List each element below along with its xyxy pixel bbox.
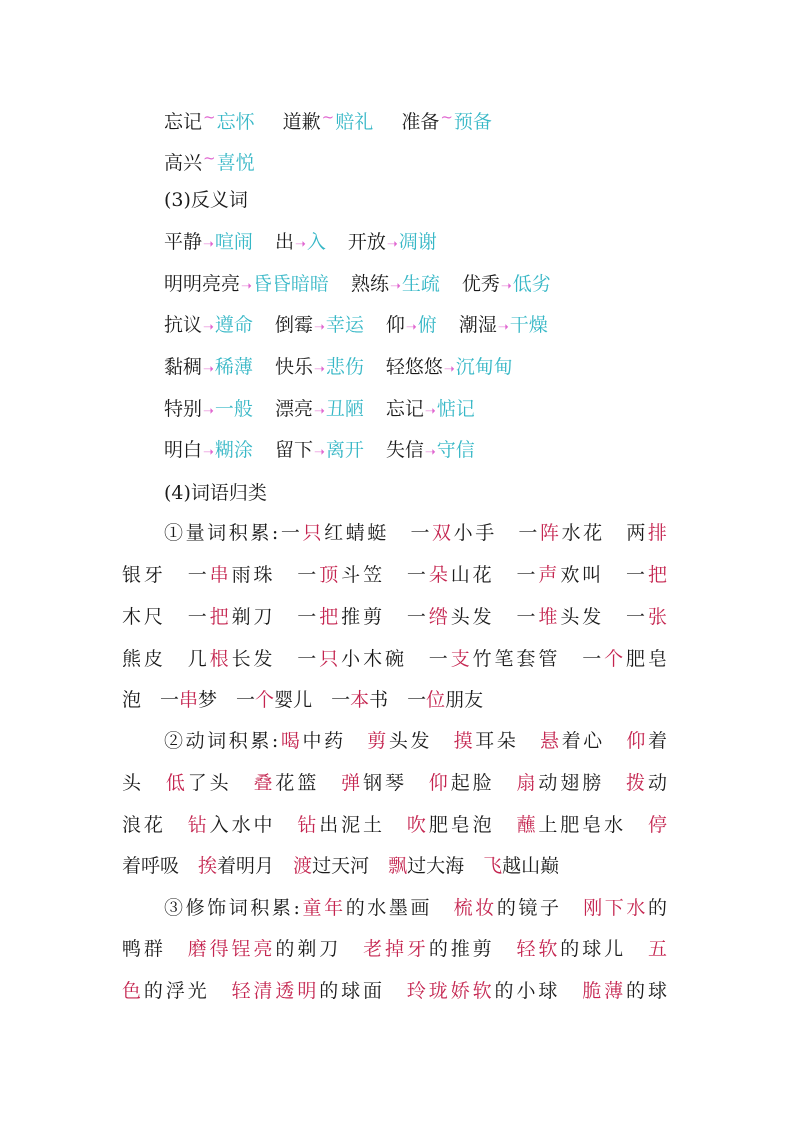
highlight-word: 渡 [293, 855, 313, 877]
highlight-word: 钻 [297, 814, 320, 836]
text-line [164, 729, 667, 753]
antonym: 喧闹 [214, 231, 253, 253]
text-line [122, 771, 667, 795]
arrow-icon: ➝ [203, 404, 214, 419]
text-segment: 泡 一 [122, 689, 180, 711]
antonym: 丑陋 [325, 398, 364, 420]
highlight-word: 色 [122, 980, 144, 1002]
text-segment: 的球 [626, 980, 667, 1002]
highlight-word: 双 [432, 522, 454, 544]
highlight-word: 串 [209, 564, 232, 586]
word: 开放 [347, 231, 386, 253]
highlight-word: 本 [350, 689, 370, 711]
arrow-icon: ➝ [241, 279, 252, 294]
tilde-icon: ~ [203, 149, 216, 167]
text-segment: 头 [122, 772, 166, 794]
text-segment: 着明月 [217, 855, 294, 877]
highlight-word: 只 [319, 648, 342, 670]
text-segment: 银牙 一 [122, 564, 210, 586]
word: 快乐 [274, 356, 313, 378]
arrow-icon: ➝ [313, 362, 325, 377]
antonym: 昏昏暗暗 [252, 273, 329, 295]
text-segment: 的 [647, 897, 667, 919]
highlight-word: 排 [647, 522, 667, 544]
arrow-icon: ➝ [203, 362, 214, 377]
text-segment: 头发 一 [450, 606, 539, 628]
antonym-row [164, 355, 513, 382]
highlight-word: 张 [647, 606, 667, 628]
word: 特别 [164, 398, 203, 420]
tilde-icon: ~ [203, 108, 216, 126]
text-segment: 过大海 [407, 855, 484, 877]
arrow-icon: ➝ [203, 237, 214, 252]
text-segment: 上肥皂水 [538, 814, 648, 836]
arrow-icon: ➝ [313, 320, 325, 335]
antonym: 糊涂 [214, 439, 253, 461]
word: 明白 [164, 439, 203, 461]
highlight-word: 扇 [516, 772, 539, 794]
antonym: 惦记 [436, 398, 475, 420]
word: 倒霉 [274, 314, 313, 336]
text-segment: 小手 一 [453, 522, 540, 544]
text-line [164, 896, 667, 920]
text-segment: 越山巅 [502, 855, 560, 877]
text-segment: 雨珠 一 [231, 564, 320, 586]
text-segment: 着心 [561, 730, 627, 752]
word: 准备 [401, 111, 440, 133]
arrow-icon: ➝ [405, 320, 417, 335]
text-segment: 钢琴 [363, 772, 429, 794]
antonym: 一般 [214, 398, 253, 420]
antonym-row [164, 230, 437, 257]
text-segment: 入水中 [209, 814, 298, 836]
word: 道歉 [282, 111, 321, 133]
highlight-word: 根 [209, 648, 232, 670]
text-segment: 的镜子 [496, 897, 584, 919]
word: 忘记 [164, 111, 203, 133]
synonym: 喜悦 [216, 152, 255, 174]
arrow-icon: ➝ [203, 320, 214, 335]
word: 黏稠 [164, 356, 203, 378]
text-segment: 的球面 [319, 980, 407, 1002]
text-segment: 的推剪 [428, 938, 517, 960]
highlight-word: 拨 [626, 772, 648, 794]
text-segment: 斗笠 一 [341, 564, 429, 586]
arrow-icon: ➝ [389, 279, 401, 294]
antonym-row [164, 438, 475, 465]
text-segment: 梦 一 [198, 689, 256, 711]
text-segment: 小木碗 一 [341, 648, 451, 670]
highlight-word: 停 [647, 814, 667, 836]
word: 仰 [385, 314, 405, 336]
word: 轻悠悠 [385, 356, 443, 378]
text-segment: 红蜻蜓 一 [324, 522, 433, 544]
antonym-row [164, 313, 548, 340]
text-segment: 中药 [302, 730, 368, 752]
classify-heading: (4)词语归类 [164, 482, 267, 504]
highlight-word: 童年 [299, 897, 346, 919]
text-segment: 竹笔套管 一 [472, 648, 605, 670]
highlight-word: 只 [302, 522, 325, 544]
antonym: 守信 [436, 439, 475, 461]
word: 高兴 [164, 152, 203, 174]
text-line [122, 563, 667, 587]
antonym: 悲伤 [325, 356, 364, 378]
text-segment: 长发 一 [231, 648, 320, 670]
text-segment: ③修饰词积累: [164, 897, 300, 919]
word: 潮湿 [458, 314, 497, 336]
text-segment: 的浮光 [143, 980, 232, 1002]
highlight-word: 玲珑娇软 [406, 980, 495, 1002]
antonym: 稀薄 [214, 356, 253, 378]
highlight-word: 弹 [341, 772, 364, 794]
highlight-word: 支 [450, 648, 473, 670]
highlight-word: 个 [604, 648, 627, 670]
highlight-word: 把 [319, 606, 342, 628]
text-segment: 书 一 [369, 689, 427, 711]
highlight-word: 堆 [538, 606, 561, 628]
text-segment: 过天河 [312, 855, 389, 877]
text-segment: 着 [647, 730, 667, 752]
antonym-row [164, 397, 475, 424]
highlight-word: 顶 [319, 564, 342, 586]
text-segment: ②动词积累: [164, 730, 279, 752]
text-segment: 出泥土 [319, 814, 407, 836]
text-segment: 的球儿 [560, 938, 648, 960]
antonym: 低劣 [512, 273, 551, 295]
text-segment: 动翅膀 [538, 772, 627, 794]
word: 漂亮 [274, 398, 313, 420]
antonym: 生疏 [401, 273, 440, 295]
word: 出 [274, 231, 294, 253]
antonym: 凋谢 [398, 231, 437, 253]
highlight-word: 串 [179, 689, 199, 711]
text-segment: 起脸 [450, 772, 517, 794]
text-line [122, 979, 667, 1003]
highlight-word: 个 [255, 689, 275, 711]
text-segment: 肥皂泡 [428, 814, 517, 836]
arrow-icon: ➝ [443, 362, 455, 377]
antonym: 离开 [325, 439, 364, 461]
tilde-icon: ~ [440, 108, 453, 126]
synonym: 预备 [453, 111, 492, 133]
text-segment: ①量词积累: [164, 522, 279, 544]
highlight-word: 仰 [626, 730, 648, 752]
highlight-word: 五 [647, 938, 667, 960]
highlight-word: 绺 [428, 606, 451, 628]
highlight-word: 仰 [428, 772, 451, 794]
text-segment: 花篮 [275, 772, 342, 794]
text-line [122, 688, 667, 712]
highlight-word: 悬 [539, 730, 562, 752]
antonym: 干燥 [509, 314, 548, 336]
text-segment: 熊皮 几 [122, 648, 210, 670]
word: 失信 [385, 439, 424, 461]
antonyms-heading: (3)反义词 [164, 189, 248, 211]
highlight-word: 飘 [388, 855, 408, 877]
text-line [122, 937, 667, 961]
text-segment: 婴儿 一 [274, 689, 351, 711]
text-segment: 的剃刀 [275, 938, 364, 960]
antonym: 俯 [417, 314, 437, 336]
text-line [122, 813, 667, 837]
arrow-icon: ➝ [500, 279, 512, 294]
synonym: 忘怀 [216, 111, 255, 133]
text-segment: 耳朵 [475, 730, 540, 752]
highlight-word: 脆薄 [582, 980, 627, 1002]
highlight-word: 剪 [367, 730, 389, 752]
antonym: 沉甸甸 [455, 356, 513, 378]
word: 明明亮亮 [164, 273, 241, 295]
arrow-icon: ➝ [424, 445, 436, 460]
arrow-icon: ➝ [386, 237, 398, 252]
word: 平静 [164, 231, 203, 253]
highlight-word: 吹 [406, 814, 429, 836]
highlight-word: 位 [426, 689, 446, 711]
text-line [122, 605, 667, 629]
word: 留下 [274, 439, 313, 461]
highlight-word: 挨 [198, 855, 218, 877]
text-segment: 了头 [187, 772, 254, 794]
highlight-word: 钻 [187, 814, 210, 836]
text-segment: 木尺 一 [122, 606, 210, 628]
antonym: 幸运 [325, 314, 364, 336]
highlight-word: 摸 [453, 730, 476, 752]
arrow-icon: ➝ [313, 404, 325, 419]
text-line [164, 521, 667, 545]
antonym: 入 [306, 231, 326, 253]
highlight-word: 朵 [428, 564, 451, 586]
text-segment: 欢叫 一 [560, 564, 648, 586]
synonym: 赔礼 [335, 111, 374, 133]
highlight-word: 飞 [483, 855, 503, 877]
antonym: 遵命 [214, 314, 253, 336]
text-segment: 的水墨画 [345, 897, 454, 919]
arrow-icon: ➝ [294, 237, 306, 252]
highlight-word: 轻清透明 [231, 980, 320, 1002]
highlight-word: 把 [209, 606, 232, 628]
word: 忘记 [385, 398, 424, 420]
highlight-word: 轻软 [516, 938, 561, 960]
text-segment: 朋友 [445, 689, 484, 711]
synonym-row [164, 105, 492, 134]
highlight-word: 把 [647, 564, 667, 586]
text-segment: 头发 [388, 730, 454, 752]
text-segment: 山花 一 [450, 564, 539, 586]
arrow-icon: ➝ [203, 445, 214, 460]
synonym-row [164, 146, 255, 175]
highlight-word: 阵 [539, 522, 562, 544]
text-segment: 着呼吸 [122, 855, 199, 877]
text-segment: 推剪 一 [341, 606, 429, 628]
word: 熟练 [350, 273, 389, 295]
text-segment: 肥皂 [626, 648, 667, 670]
text-segment: 动 [647, 772, 667, 794]
highlight-word: 梳妆 [453, 897, 497, 919]
text-segment: 一 [278, 522, 303, 544]
word: 优秀 [461, 273, 500, 295]
text-line [122, 854, 667, 878]
text-segment: 水花 两 [561, 522, 648, 544]
text-segment: 头发 一 [560, 606, 648, 628]
highlight-word: 磨得锃亮 [187, 938, 276, 960]
highlight-word: 老掉牙 [363, 938, 429, 960]
text-segment: 鸭群 [122, 938, 188, 960]
arrow-icon: ➝ [497, 320, 509, 335]
word: 抗议 [164, 314, 203, 336]
highlight-word: 声 [538, 564, 561, 586]
highlight-word: 叠 [253, 772, 276, 794]
tilde-icon: ~ [321, 108, 335, 126]
highlight-word: 蘸 [516, 814, 539, 836]
antonym-row [164, 272, 551, 299]
arrow-icon: ➝ [313, 445, 325, 460]
highlight-word: 刚下水 [583, 897, 648, 919]
highlight-word: 喝 [278, 730, 303, 752]
text-line [122, 647, 667, 671]
text-segment: 浪花 [122, 814, 188, 836]
text-segment: 剃刀 一 [231, 606, 320, 628]
text-segment: 的小球 [494, 980, 583, 1002]
arrow-icon: ➝ [424, 404, 436, 419]
highlight-word: 低 [165, 772, 188, 794]
